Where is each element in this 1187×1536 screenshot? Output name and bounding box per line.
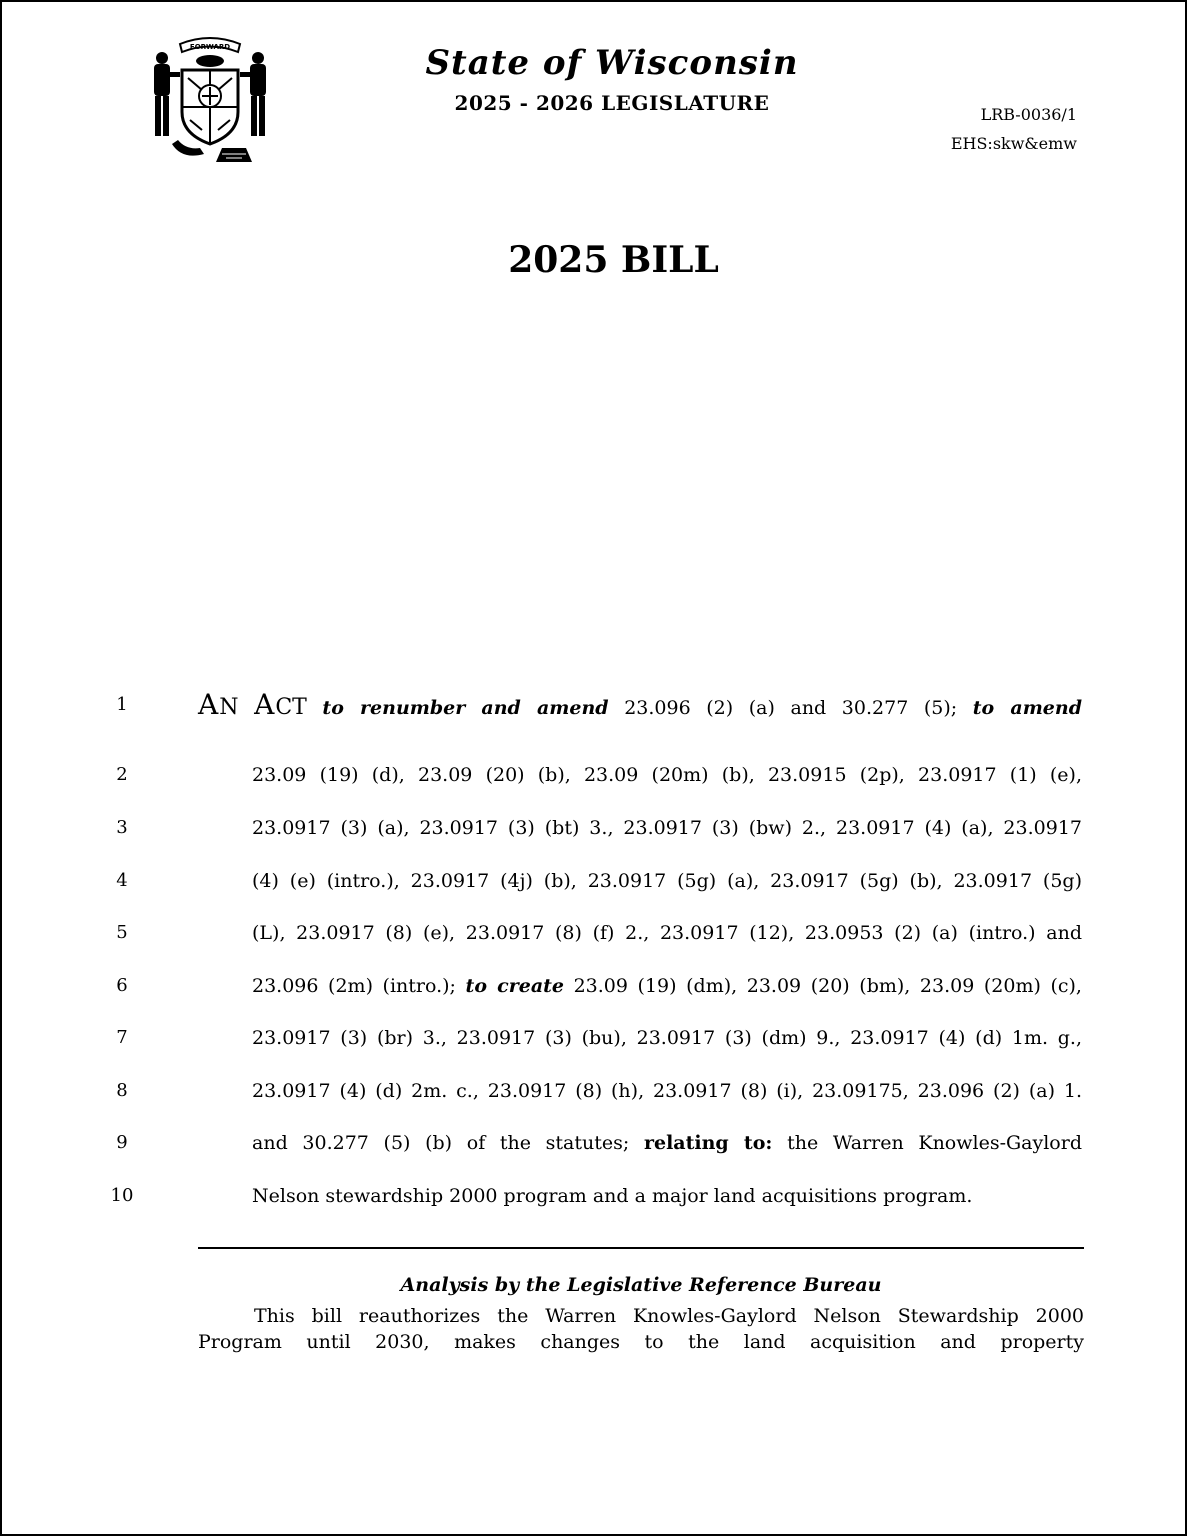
create-phrase: to create: [465, 975, 564, 997]
bill-line: [2, 1076, 1185, 1106]
legislature-session: 2025 - 2026 LEGISLATURE: [454, 91, 770, 115]
state-title: State of Wisconsin: [425, 43, 799, 83]
bill-line: [2, 813, 1185, 843]
seal-motto: FORWARD: [189, 43, 231, 51]
line-text: 23.0917 (3) (br) 3., 23.0917 (3) (bu), 23.0917 (3) (dm) 9., 23.0917 (4) (d) 1m. g.,: [252, 1027, 1082, 1049]
line-text: (L), 23.0917 (8) (e), 23.0917 (8) (f) 2., 23.0917 (12), 23.0953 (2) (a) (intro.) and: [252, 922, 1082, 944]
renumber-and-amend-phrase: to renumber and amend: [322, 697, 609, 719]
analysis-line: This bill reauthorizes the Warren Knowles-Gaylord Nelson Stewardship 2000: [254, 1305, 1084, 1327]
line-text: AN ACT to renumber and amend 23.096 (2) (a) and 30.277 (5); to amend: [198, 688, 1082, 721]
line-text: and 30.277 (5) (b) of the statutes; relating to: the Warren Knowles-Gaylord: [252, 1132, 1082, 1154]
section-divider: [198, 1247, 1084, 1249]
bill-title: 2025 BILL: [508, 239, 719, 281]
line-number: 7: [116, 1027, 128, 1048]
line-number: 1: [116, 694, 128, 715]
wisconsin-state-seal: [142, 32, 278, 172]
line-number: 5: [116, 922, 128, 943]
bill-line: [2, 1023, 1185, 1053]
bill-line: [2, 690, 1185, 720]
bill-line: [2, 971, 1185, 1001]
analysis-title: Analysis by the Legislative Reference Bureau: [400, 1274, 882, 1296]
analysis-text: [198, 1303, 1084, 1355]
bill-line: [2, 1128, 1185, 1158]
line-text: 23.09 (19) (d), 23.09 (20) (b), 23.09 (20m) (b), 23.0915 (2p), 23.0917 (1) (e),: [252, 764, 1082, 786]
line-number: 9: [116, 1132, 128, 1153]
line-number: 3: [116, 817, 128, 838]
relating-to-phrase: relating to:: [643, 1132, 773, 1154]
line-text: (4) (e) (intro.), 23.0917 (4j) (b), 23.0917 (5g) (a), 23.0917 (5g) (b), 23.0917 (5g): [252, 870, 1082, 892]
line-text: 23.0917 (4) (d) 2m. c., 23.0917 (8) (h), 23.0917 (8) (i), 23.09175, 23.096 (2) (a) 1.: [252, 1080, 1082, 1102]
line-number: 2: [116, 764, 128, 785]
analysis-line: Program until 2030, makes changes to the land acquisition and property: [198, 1331, 1084, 1353]
lrb-number: LRB-0036/1: [980, 105, 1077, 124]
amend-phrase: to amend: [972, 697, 1082, 719]
bill-line: [2, 866, 1185, 896]
line-number: 6: [116, 975, 128, 996]
line-number: 8: [116, 1080, 128, 1101]
line-text: 23.096 (2m) (intro.); to create 23.09 (19) (dm), 23.09 (20) (bm), 23.09 (20m) (c),: [252, 975, 1082, 997]
line-number: 4: [116, 870, 128, 891]
line-number: 10: [110, 1185, 134, 1206]
bill-line: [2, 918, 1185, 948]
line-text: 23.0917 (3) (a), 23.0917 (3) (bt) 3., 23.0917 (3) (bw) 2., 23.0917 (4) (a), 23.0917: [252, 817, 1082, 839]
bill-line: [2, 1181, 1185, 1211]
bill-line: [2, 760, 1185, 790]
line-text: Nelson stewardship 2000 program and a major land acquisitions program.: [252, 1185, 973, 1207]
drafter-initials: EHS:skw&emw: [950, 134, 1077, 153]
